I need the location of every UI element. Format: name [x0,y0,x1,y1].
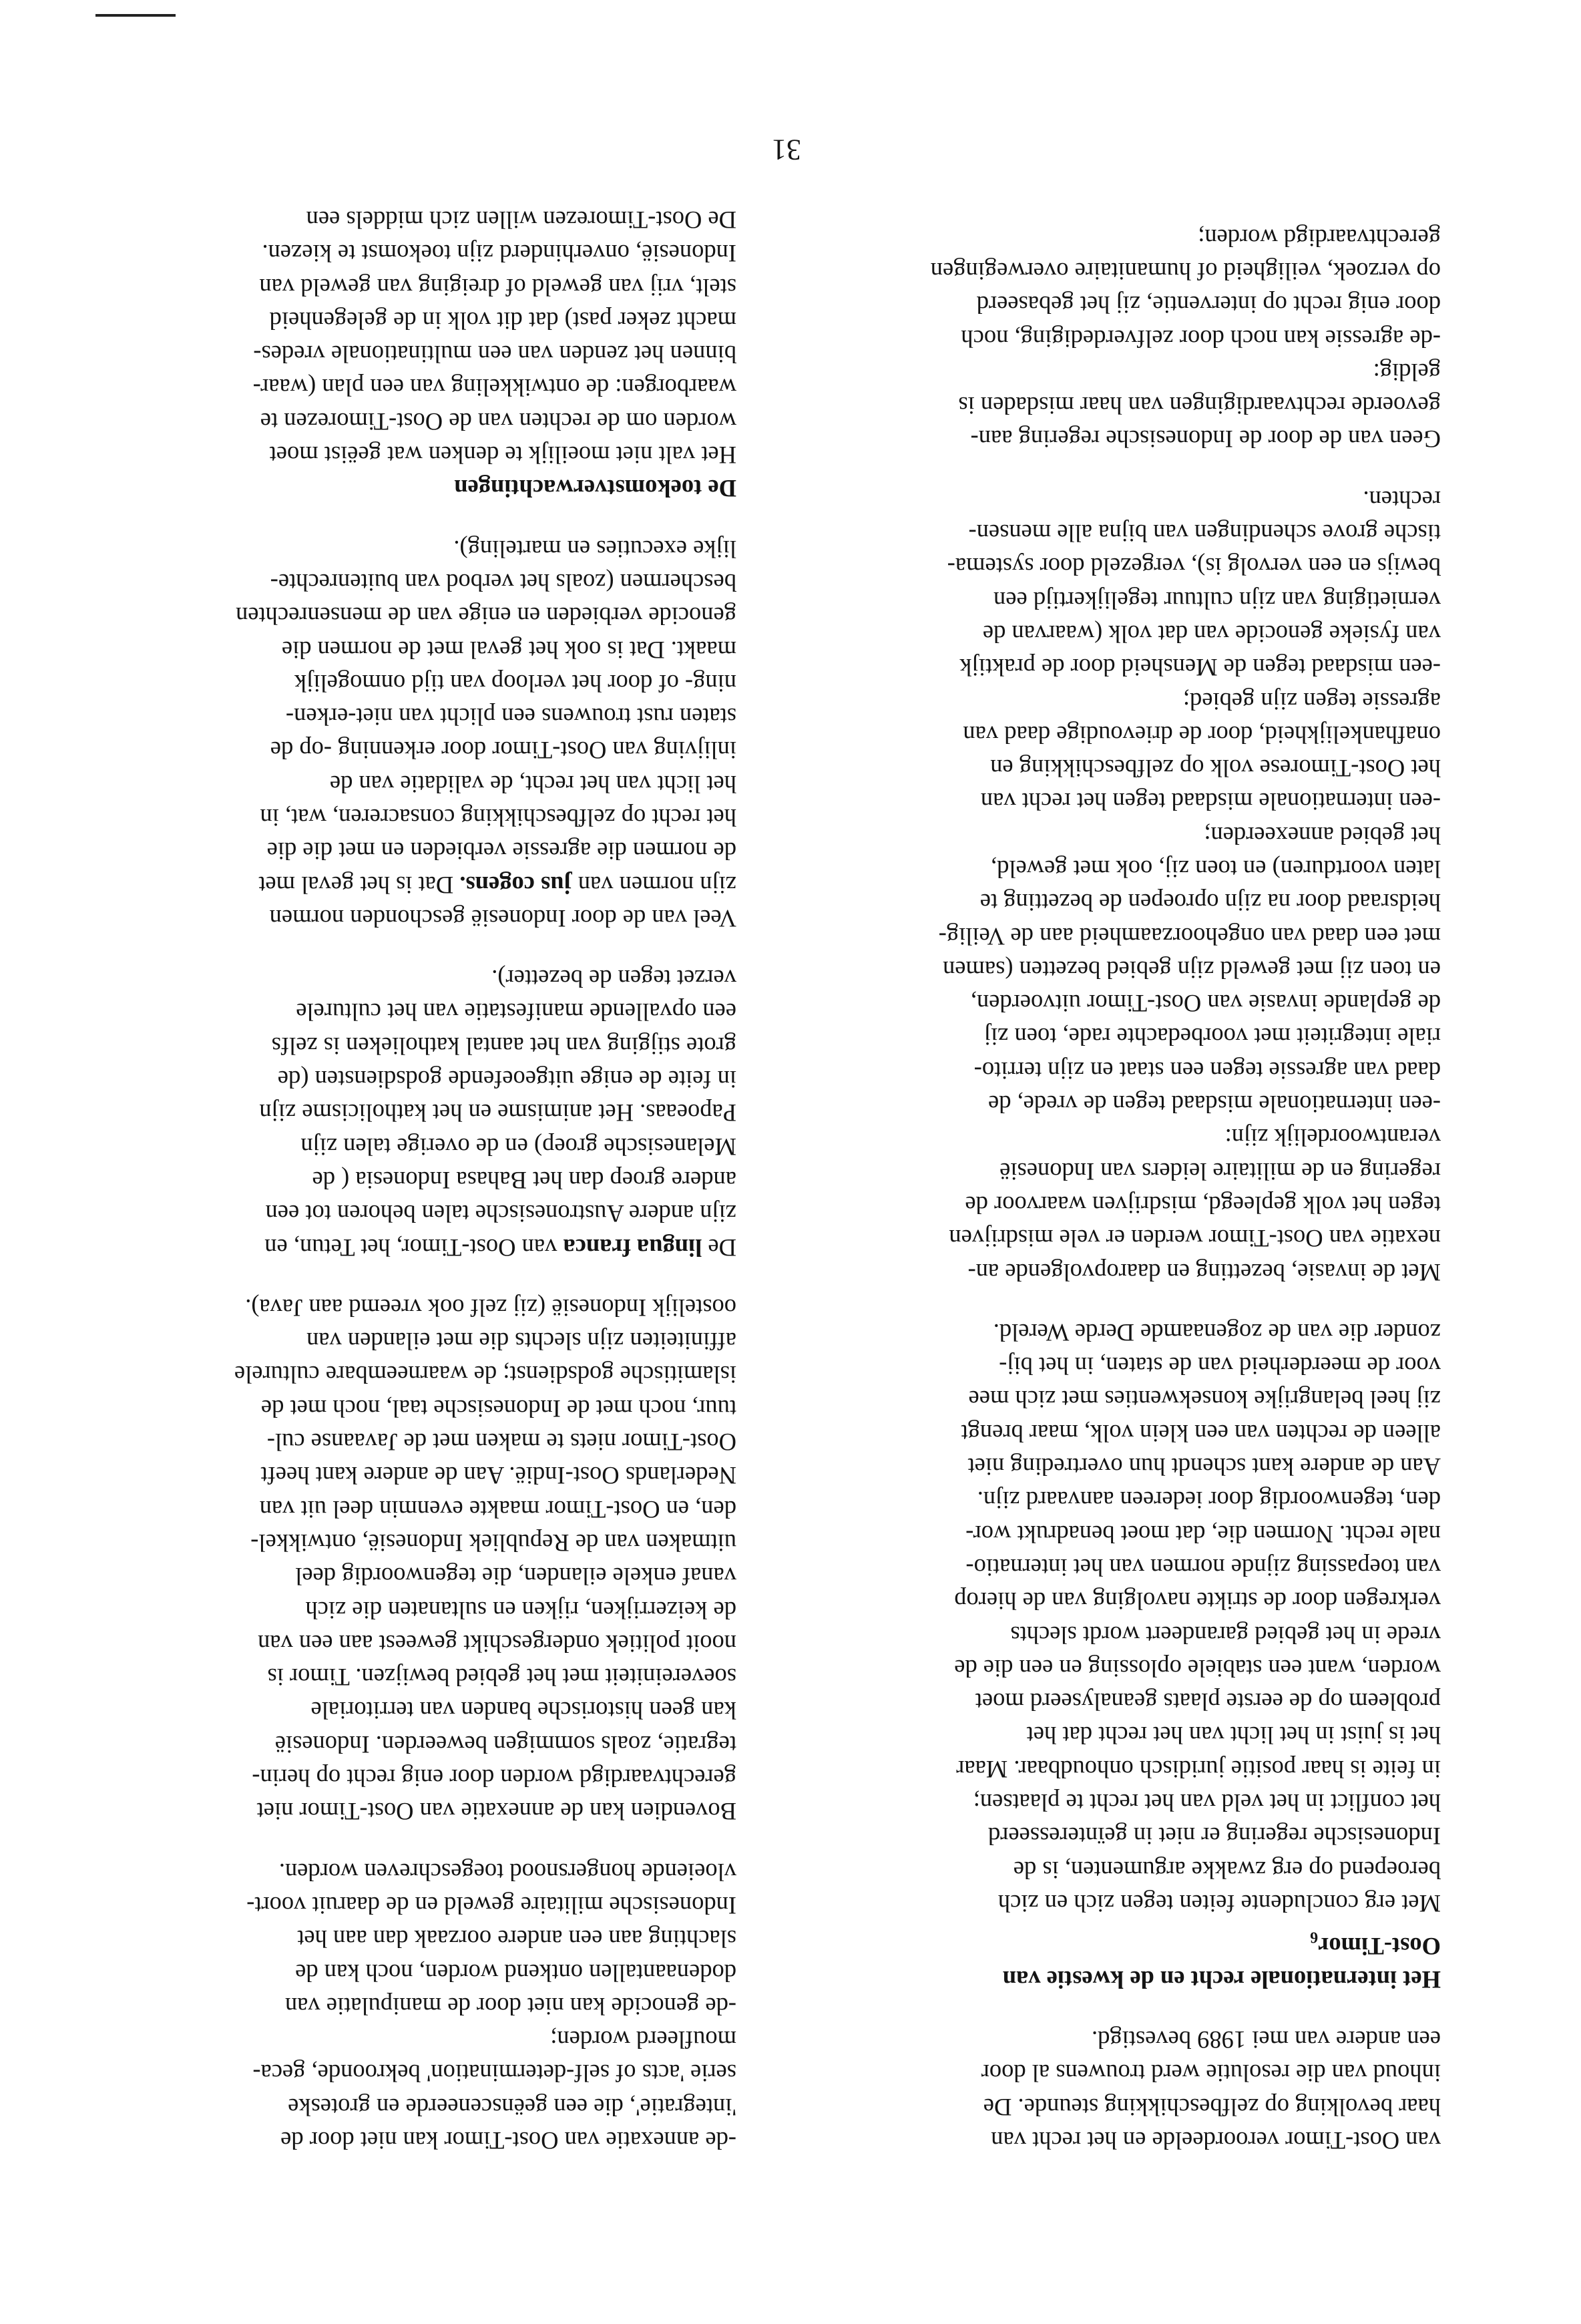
text-line [82,867,736,901]
text-line: Met de invasie, bezetting en daaropvolgende an- [967,1258,1441,1286]
text-line: gerechtvaardigd worden door enig recht op herin- [252,1764,736,1792]
text-line: dodenaantallen ontkend worden, noch kan de [295,1959,736,1987]
emphasized-term: lingua franca [563,1233,702,1262]
text-line: verkregen door de strikte navolging van de hierop [954,1587,1441,1615]
text-line: Aan de andere kant schendt hun overtreding niet [967,1453,1441,1481]
text-line: Nederlands Oost-Indië. Aan de andere kant heeft [260,1462,736,1490]
text-line: Indonesische regering er niet in geïnteresseerd [987,1822,1441,1851]
text-line: -de genocide kan niet door de manipulatie van [284,1992,736,2020]
text-run: een opvallende manifestatie van het culturele [296,998,736,1026]
text-line: -een misdaad tegen de Mensheid door de praktijk [959,654,1441,682]
text-line: nale recht. Normen die, dat moet benadrukt wor- [965,1520,1441,1548]
text-line: binnen het zenden van een multinationale vredes- [253,341,736,369]
text-line: waarborgen: de ontwikkeling van een plan (waar- [252,374,736,402]
text-line: macht zeker past) dat dit volk in de gelegenheid [269,307,736,335]
text-run: Veel van de door Indonesië geschonden normen [269,904,736,932]
heading-text: Oost-Timor [1318,1932,1441,1960]
text-line [82,801,736,834]
text-line [82,834,736,867]
text-run: lijke executies en marteling). [453,535,736,563]
text-line: slachting aan een andere oorzaak dan aan het [297,1925,736,1953]
heading-line: Het internationale recht en de kwestie van [1002,1965,1441,1993]
paragraph-bovendien [82,1291,736,1828]
text-run: de normen die agressie verbieden en met die die [266,837,736,865]
text-line: haar bevolking op zelfbeschikking steunde. De [983,2093,1441,2121]
text-line: nooit politiek ondergeschikt geweest aan een van [258,1629,736,1658]
text-line: Bovendien kan de annexatie van Oost-Timor niet [256,1798,736,1826]
text-run: maakt. Dat is ook het geval met de normen die [281,636,736,664]
text-line: moufleerd worden; [550,2026,736,2054]
text-run: Papoeaas. Het animisme en het katholicisme zijn [259,1099,736,1127]
text-run: het licht van het recht, de validatie van de [329,770,736,798]
text-run: Dat is het geval met [258,871,460,899]
scan-edge-mark [95,14,176,17]
text-line: voor de meerderheid van de staten, in het bij- [999,1352,1441,1380]
text-run: zijn andere Austronesische talen behoren tot een [265,1200,736,1228]
text-line: vernietiging van zijn cultuur tegelijkertijd een [993,586,1441,614]
section-toekomstverwachtingen [82,203,736,506]
text-line: oostelijk Indonesië (zij zelf ook vreemd aan Java). [245,1294,736,1322]
text-line: van Oost-Timor veroordeelde en het recht van [991,2127,1441,2154]
text-line: agressie tegen zijn gebied; [1182,687,1441,715]
text-run: grote stijging van het aantal katholieken is zelfs [271,1032,736,1060]
text-line [82,767,736,800]
text-line [82,1029,736,1062]
paragraph-jus-cogens [82,532,736,935]
text-line [82,1197,736,1230]
text-line: bewijs en een vervolg is), vergezeld door systema- [947,553,1441,581]
text-line: de keizerrijken, rijken en sultanaten die zich [305,1596,736,1624]
text-run: genocide verbieden en enige van de mensenrechten [236,602,736,630]
text-run: verzet tegen de bezetter). [491,965,736,993]
text-line [82,1230,736,1264]
page-number: 31 [772,134,801,166]
text-line [82,700,736,733]
text-line: het is juist in het licht van het recht dat het [1026,1722,1441,1750]
text-line: gevoerde rechtvaardigingen van haar misdaden is [958,392,1441,420]
text-line [82,1062,736,1096]
text-line: geldig: [1373,358,1441,386]
text-line: tische grove schendingen van bijna alle mensen- [968,520,1441,548]
paragraph-toekomst [82,203,736,471]
section-heading-toekomst: De toekomstverwachtingen [454,475,736,503]
text-line: uitmaken van de Republiek Indonesië, ontwikkel- [250,1529,736,1557]
text-line [82,1163,736,1197]
text-line: -de annexatie van Oost-Timor kan niet door de [280,2127,736,2154]
text-line: alleen de rechten van een klein volk, maar brengt [961,1419,1441,1447]
text-line: islamitische godsdienst; de waarneembare culturele [234,1361,736,1389]
text-line: -de agressie kan noch door zelfverdediging, noch [961,325,1441,353]
text-line: 'integratie', die een geënsceneerde en groteske [288,2093,736,2121]
text-run: beschermen (zoals het verbod van buitenrechte- [270,568,736,596]
text-line [82,632,736,666]
text-line [82,599,736,632]
text-line: regering en de militaire leiders van Indonesië [999,1157,1441,1185]
text-line: serie 'acts of self-determination' bekroonde, geca- [252,2060,736,2088]
text-line [82,532,736,565]
text-line [82,733,736,767]
text-line: stelt, vrij van geweld of dreiging van geweld van [259,273,736,301]
text-line: met een daad van ongehoorzaamheid aan de Veilig- [938,922,1441,950]
text-line: Het valt niet moeilijk te denken wat geëist moet [269,441,736,469]
text-line [82,1129,736,1163]
text-line: Indonesië, onverhinderd zijn toekomst te kiezen. [262,240,736,268]
text-run: het recht op zelfbeschikking consacreren, wat, in [260,804,736,832]
text-line: het Oost-Timorese volk op zelfbeschikking en [990,755,1441,783]
text-line: worden, want een stabiele oplossing en een die de [954,1654,1441,1682]
text-line: Geen van de door de Indonesische regering aan- [970,425,1441,453]
text-line: verantwoordelijk zijn: [1224,1124,1441,1152]
text-line: riale integriteit met voorbedachte rade, toen zij [983,1023,1441,1051]
text-line: tegratie, zoals sommigen beweerden. Indonesië [274,1730,736,1758]
text-line: heidsraad door na zijn oproepen de bezetting te [979,889,1441,917]
text-line: van toepassing zijnde normen van het internatio- [965,1553,1441,1581]
text-line: van fysieke genocide van dat volk (waarvan de [982,620,1441,648]
text-line: kan geen historische banden van territoriale [310,1697,736,1725]
text-line: -een internationale misdaad tegen het recht van [980,788,1441,816]
text-line: in feite is haar positie juridisch onhoudbaar. Maar [956,1755,1441,1783]
text-line: gerechtvaardigd worden; [1198,224,1441,252]
text-line: beroepend op erg zwakke argumenten, is de [1013,1856,1441,1884]
text-line: -een internationale misdaad tegen de vrede, de [988,1091,1441,1119]
text-line: worden om de rechten van de Oost-Timorezen te [260,407,736,435]
text-line: vanaf enkele eilanden, die tegenwoordig deel [295,1563,736,1591]
paragraph-argumenten [786,1316,1441,1920]
paragraph-rechtvaardigingen [786,220,1441,455]
text-line [82,1096,736,1129]
text-line: het conflict in het veld van het recht te plaatsen; [973,1789,1441,1817]
left-column [786,194,1441,2157]
heading-line [786,1920,1441,1963]
paragraph-invasie [786,482,1441,1288]
text-run: andere groep dan het Bahasa Indonesia ( de [312,1166,736,1194]
text-line: vloeiende hongersnood toegeschreven worden. [278,1858,736,1886]
text-line: De Oost-Timorezen willen zich middels een [306,206,736,234]
text-line: door enig recht op interventie, zij het gebaseerd [976,291,1441,319]
section-heading-internationale-recht [786,1316,1441,1996]
text-line: Met erg concludente feiten tegen zich en zich [997,1889,1441,1917]
text-line: onafhankelijkheid, door de drievoudige daad van [963,721,1441,749]
text-line: op verzoek, veiligheid of humanitaire overwegingen [930,257,1441,285]
text-line: rechten. [1363,486,1441,514]
text-line: den, en Oost-Timor maakte evenmin deel uit van [259,1495,736,1523]
text-line: tuur, noch met de Indonesische taal, noch met de [260,1394,736,1422]
text-run: zijn normen van [572,871,736,899]
text-line: zij heel belangrijke konsekwenties met zich mee [968,1386,1441,1414]
text-line: laten voortduren) en toen zij, ook met geweld, [990,855,1441,884]
text-line [82,995,736,1028]
text-run: ning- of door het verloop van tijd onmogelijk [294,669,736,697]
text-run: inlijving van Oost-Timor door erkenning -op de [270,737,736,765]
text-line: affiniteiten zijn slechts die met eilanden van [306,1328,736,1356]
paragraph-lingua-franca [82,962,736,1264]
text-line: tegen het volk gepleegd, misdrijven waarvoor de [965,1191,1441,1219]
text-line: daad van agressie tegen een staat en zijn territo- [973,1056,1441,1085]
text-line [82,962,736,995]
text-line: en toen zij met geweld zijn gebied bezetten (samen [943,956,1441,984]
text-line: zonder die van de zogenaamde Derde Wereld. [993,1318,1441,1346]
text-line: probleem op de eerste plaats geanalyseerd moet [975,1688,1441,1716]
text-line [82,566,736,599]
text-line [82,666,736,700]
text-line: soevereiniteit met het gebied bewijzen. Timor is [267,1664,736,1692]
text-line: het gebied annexeerden; [1204,821,1441,849]
paragraph-resolutie [786,2023,1441,2157]
text-line: inhoud van die resolutie werd trouwens al door [981,2060,1441,2088]
footnote-marker: 6 [1310,1928,1319,1946]
text-line: de geplande invasie van Oost-Timor uitvoerden, [970,990,1441,1018]
text-line: Indonesische militaire geweld en de daaruit voort- [246,1891,736,1919]
text-line: vrede in het gebied garandeert wordt slechts [1010,1621,1441,1649]
text-line: nexatie van Oost-Timor werden er vele misdrijven [949,1225,1441,1253]
text-line [82,902,736,935]
text-line: Oost-Timor niets te maken met de Javaanse cul- [266,1428,736,1457]
text-run: Melanesische groep) en de overige talen zijn [300,1133,736,1161]
paragraph-annexatie [82,1855,736,2157]
text-run: van Oost-Timor, het Tetun, en [264,1233,563,1262]
right-column [82,176,736,2157]
text-line: een andere van mei 1989 bevestigd. [1092,2026,1441,2054]
text-run: in feite de enige uitgeoefende godsdiensten (de [277,1066,736,1094]
text-run: De [702,1233,736,1262]
text-line: den, tegenwoordig door iedereen aanvaard zijn. [977,1487,1441,1515]
text-run: staten rust trouwens een plicht van niet-erken- [285,703,736,731]
emphasized-term: jus cogens. [459,871,572,899]
